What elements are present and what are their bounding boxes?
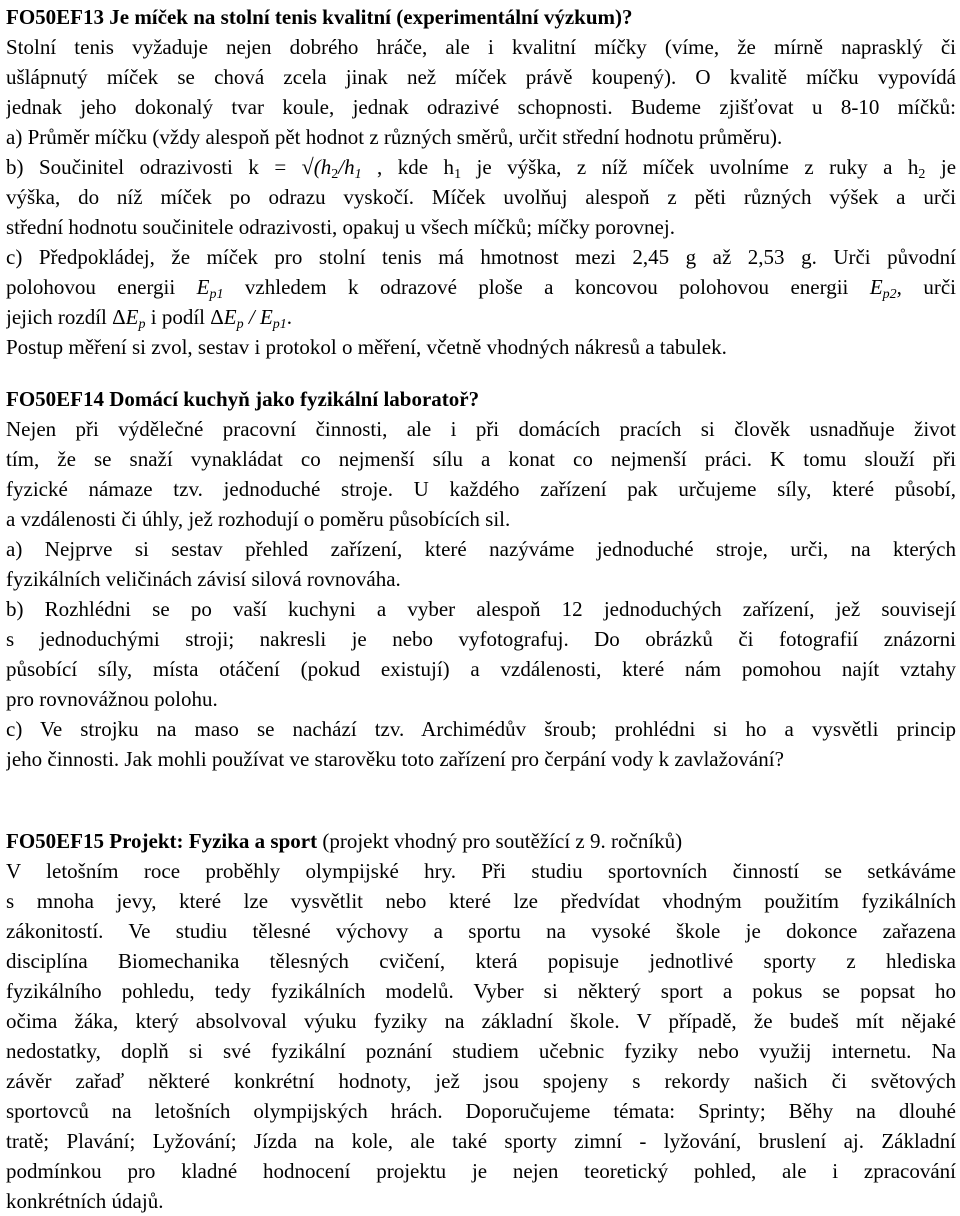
paragraph-line: fyzické námaze tzv. jednoduché stroje. U každého zařízení pak určujeme síly, které působí, [6, 477, 956, 501]
text-span: . [286, 305, 293, 329]
energy-symbol: E [125, 305, 139, 329]
subscript: p [236, 317, 244, 332]
paragraph-line: a vzdálenosti či úhly, jež rozhodují o poměru působících sil. [6, 507, 511, 531]
paragraph-line: Nejen při výdělečné pracovní činnosti, ale i při domácích pracích si člověk usnadňuje život [6, 417, 956, 441]
paragraph-line: V letošním roce proběhly olympijské hry. Při studiu sportovních činností se setkáváme [6, 859, 956, 883]
energy-symbol: E [869, 275, 883, 299]
paragraph-line-b-formula [6, 152, 956, 182]
paragraph-line: Postup měření si zvol, sestav i protokol o měření, včetně vhodných nákresů a tabulek. [6, 335, 727, 359]
text-span: , kde h [361, 155, 455, 179]
paragraph-line: jeho činnosti. Jak mohli používat ve starověku toto zařízení pro čerpání vody k zavlažování? [6, 747, 784, 771]
paragraph-line: konkrétních údajů. [6, 1189, 164, 1213]
paragraph-line: tratě; Plavání; Lyžování; Jízda na kole, ale také sporty zimní - lyžování, bruslení aj. Základní [6, 1129, 956, 1153]
formula-part: /h [338, 155, 355, 179]
text-span: i podíl [145, 305, 211, 329]
text-span: je [925, 155, 956, 179]
text-span: / [243, 305, 260, 329]
paragraph-line: fyzikálních veličinách závisí silová rovnováha. [6, 567, 401, 591]
paragraph-line: ušlápnutý míček se chová zcela jinak než míček právě koupený). O kvalitě míčku vypovídá [6, 65, 956, 89]
paragraph-line: sportovců na letošních olympijských hrách. Doporučujeme témata: Sprinty; Běhy na dlouhé [6, 1099, 956, 1123]
section-title-ef14: FO50EF14 Domácí kuchyň jako fyzikální laboratoř? [6, 387, 480, 411]
paragraph-line: očima žáka, který absolvoval výuku fyziky na základní škole. V případě, že budeš mít nějaké [6, 1009, 956, 1033]
text-span: polohovou energii [6, 275, 197, 299]
subscript: p1 [272, 317, 287, 332]
text-span: , urči [896, 275, 956, 299]
paragraph-line: působící síly, místa otáčení (pokud existují) a vzdálenosti, které nám pomohou najít vztahy [6, 657, 956, 681]
formula-part: (h [313, 155, 332, 179]
text-span: vzhledem k odrazové ploše a koncovou polohovou energii [223, 275, 870, 299]
subscript: p [138, 317, 146, 332]
text-span: b) Součinitel odrazivosti k = [6, 155, 302, 179]
section-title-ef13: FO50EF13 Je míček na stolní tenis kvalitní (experimentální výzkum)? [6, 5, 633, 29]
energy-symbol: E [196, 275, 210, 299]
paragraph-line-c-delta [6, 302, 956, 332]
energy-symbol: E [259, 305, 273, 329]
text-span: je výška, z níž míček uvolníme z ruky a h [461, 155, 919, 179]
paragraph-line: a) Nejprve si sestav přehled zařízení, které nazýváme jednoduché stroje, urči, na kterých [6, 537, 956, 561]
paragraph-line: zákonitostí. Ve studiu tělesné výchovy a sportu na vysoké škole je dokonce zařazena [6, 919, 956, 943]
subscript: 2 [918, 167, 926, 182]
paragraph-line: pro rovnovážnou polohu. [6, 687, 218, 711]
subscript: p1 [209, 287, 224, 302]
paragraph-line-c-energy [6, 272, 956, 302]
paragraph-line: střední hodnotu součinitele odrazivosti, opakuj u všech míčků; míčky porovnej. [6, 215, 675, 239]
delta-symbol: Δ [112, 305, 126, 329]
paragraph-line: výška, do níž míček po odrazu vyskočí. Míček uvolňuj alespoň z pěti různých výšek a urči [6, 185, 956, 209]
section-title-suffix: (projekt vhodný pro soutěžící z 9. ročníků) [317, 829, 683, 853]
paragraph-line: disciplína Biomechanika tělesných cvičení, která popisuje jednotlivé sporty z hlediska [6, 949, 956, 973]
subscript: 1 [354, 167, 362, 182]
paragraph-line: podmínkou pro kladné hodnocení projektu je nejen teoretický pohled, ale i zpracování [6, 1159, 956, 1183]
sqrt-symbol: √ [301, 154, 314, 179]
subscript: p2 [882, 287, 897, 302]
paragraph-line: b) Rozhlédni se po vaší kuchyni a vyber alespoň 12 jednoduchých zařízení, jež souvisejí [6, 597, 956, 621]
section-title-ef15-line [6, 826, 956, 856]
paragraph-line: nedostatky, doplň si své fyzikální poznání studiem učebnic fyziky nebo využij internetu. Na [6, 1039, 956, 1063]
energy-symbol: E [223, 305, 237, 329]
section-gap [6, 362, 956, 384]
paragraph-line: s jednoduchými stroji; nakresli je nebo vyfotografuj. Do obrázků či fotografií znázorni [6, 627, 956, 651]
paragraph-line: s mnoha jevy, které lze vysvětlit nebo které lze předvídat vhodným použitím fyzikálních [6, 889, 956, 913]
subscript: 1 [454, 167, 462, 182]
section-gap [6, 774, 956, 826]
document-page [6, 2, 956, 1216]
paragraph-line-c: c) Předpokládej, že míček pro stolní tenis má hmotnost mezi 2,45 g až 2,53 g. Urči původní [6, 245, 956, 269]
paragraph-line: fyzikálního pohledu, tedy fyzikálních modelů. Vyber si některý sport a pokus se popsat ho [6, 979, 956, 1003]
paragraph-line: jednak jeho dokonalý tvar koule, jednak odrazivé schopnosti. Budeme zjišťovat u 8-10 míčků: [6, 95, 956, 119]
text-span: jejich rozdíl [6, 305, 113, 329]
subscript: 2 [331, 167, 339, 182]
section-title-ef15: FO50EF15 Projekt: Fyzika a sport [6, 829, 318, 853]
paragraph-line: Stolní tenis vyžaduje nejen dobrého hráče, ale i kvalitní míčky (víme, že mírně naprasklý či [6, 35, 956, 59]
paragraph-line: c) Ve strojku na maso se nachází tzv. Archimédův šroub; prohlédni si ho a vysvětli princip [6, 717, 956, 741]
paragraph-line: závěr zařaď některé konkrétní hodnoty, jež jsou spojeny s rekordy našich či světových [6, 1069, 956, 1093]
paragraph-line-a: a) Průměr míčku (vždy alespoň pět hodnot z různých směrů, určit střední hodnotu průměru). [6, 125, 783, 149]
paragraph-line: tím, že se snaží vynakládat co nejmenší sílu a konat co nejmenší práci. K tomu slouží při [6, 447, 956, 471]
delta-symbol: Δ [210, 305, 224, 329]
